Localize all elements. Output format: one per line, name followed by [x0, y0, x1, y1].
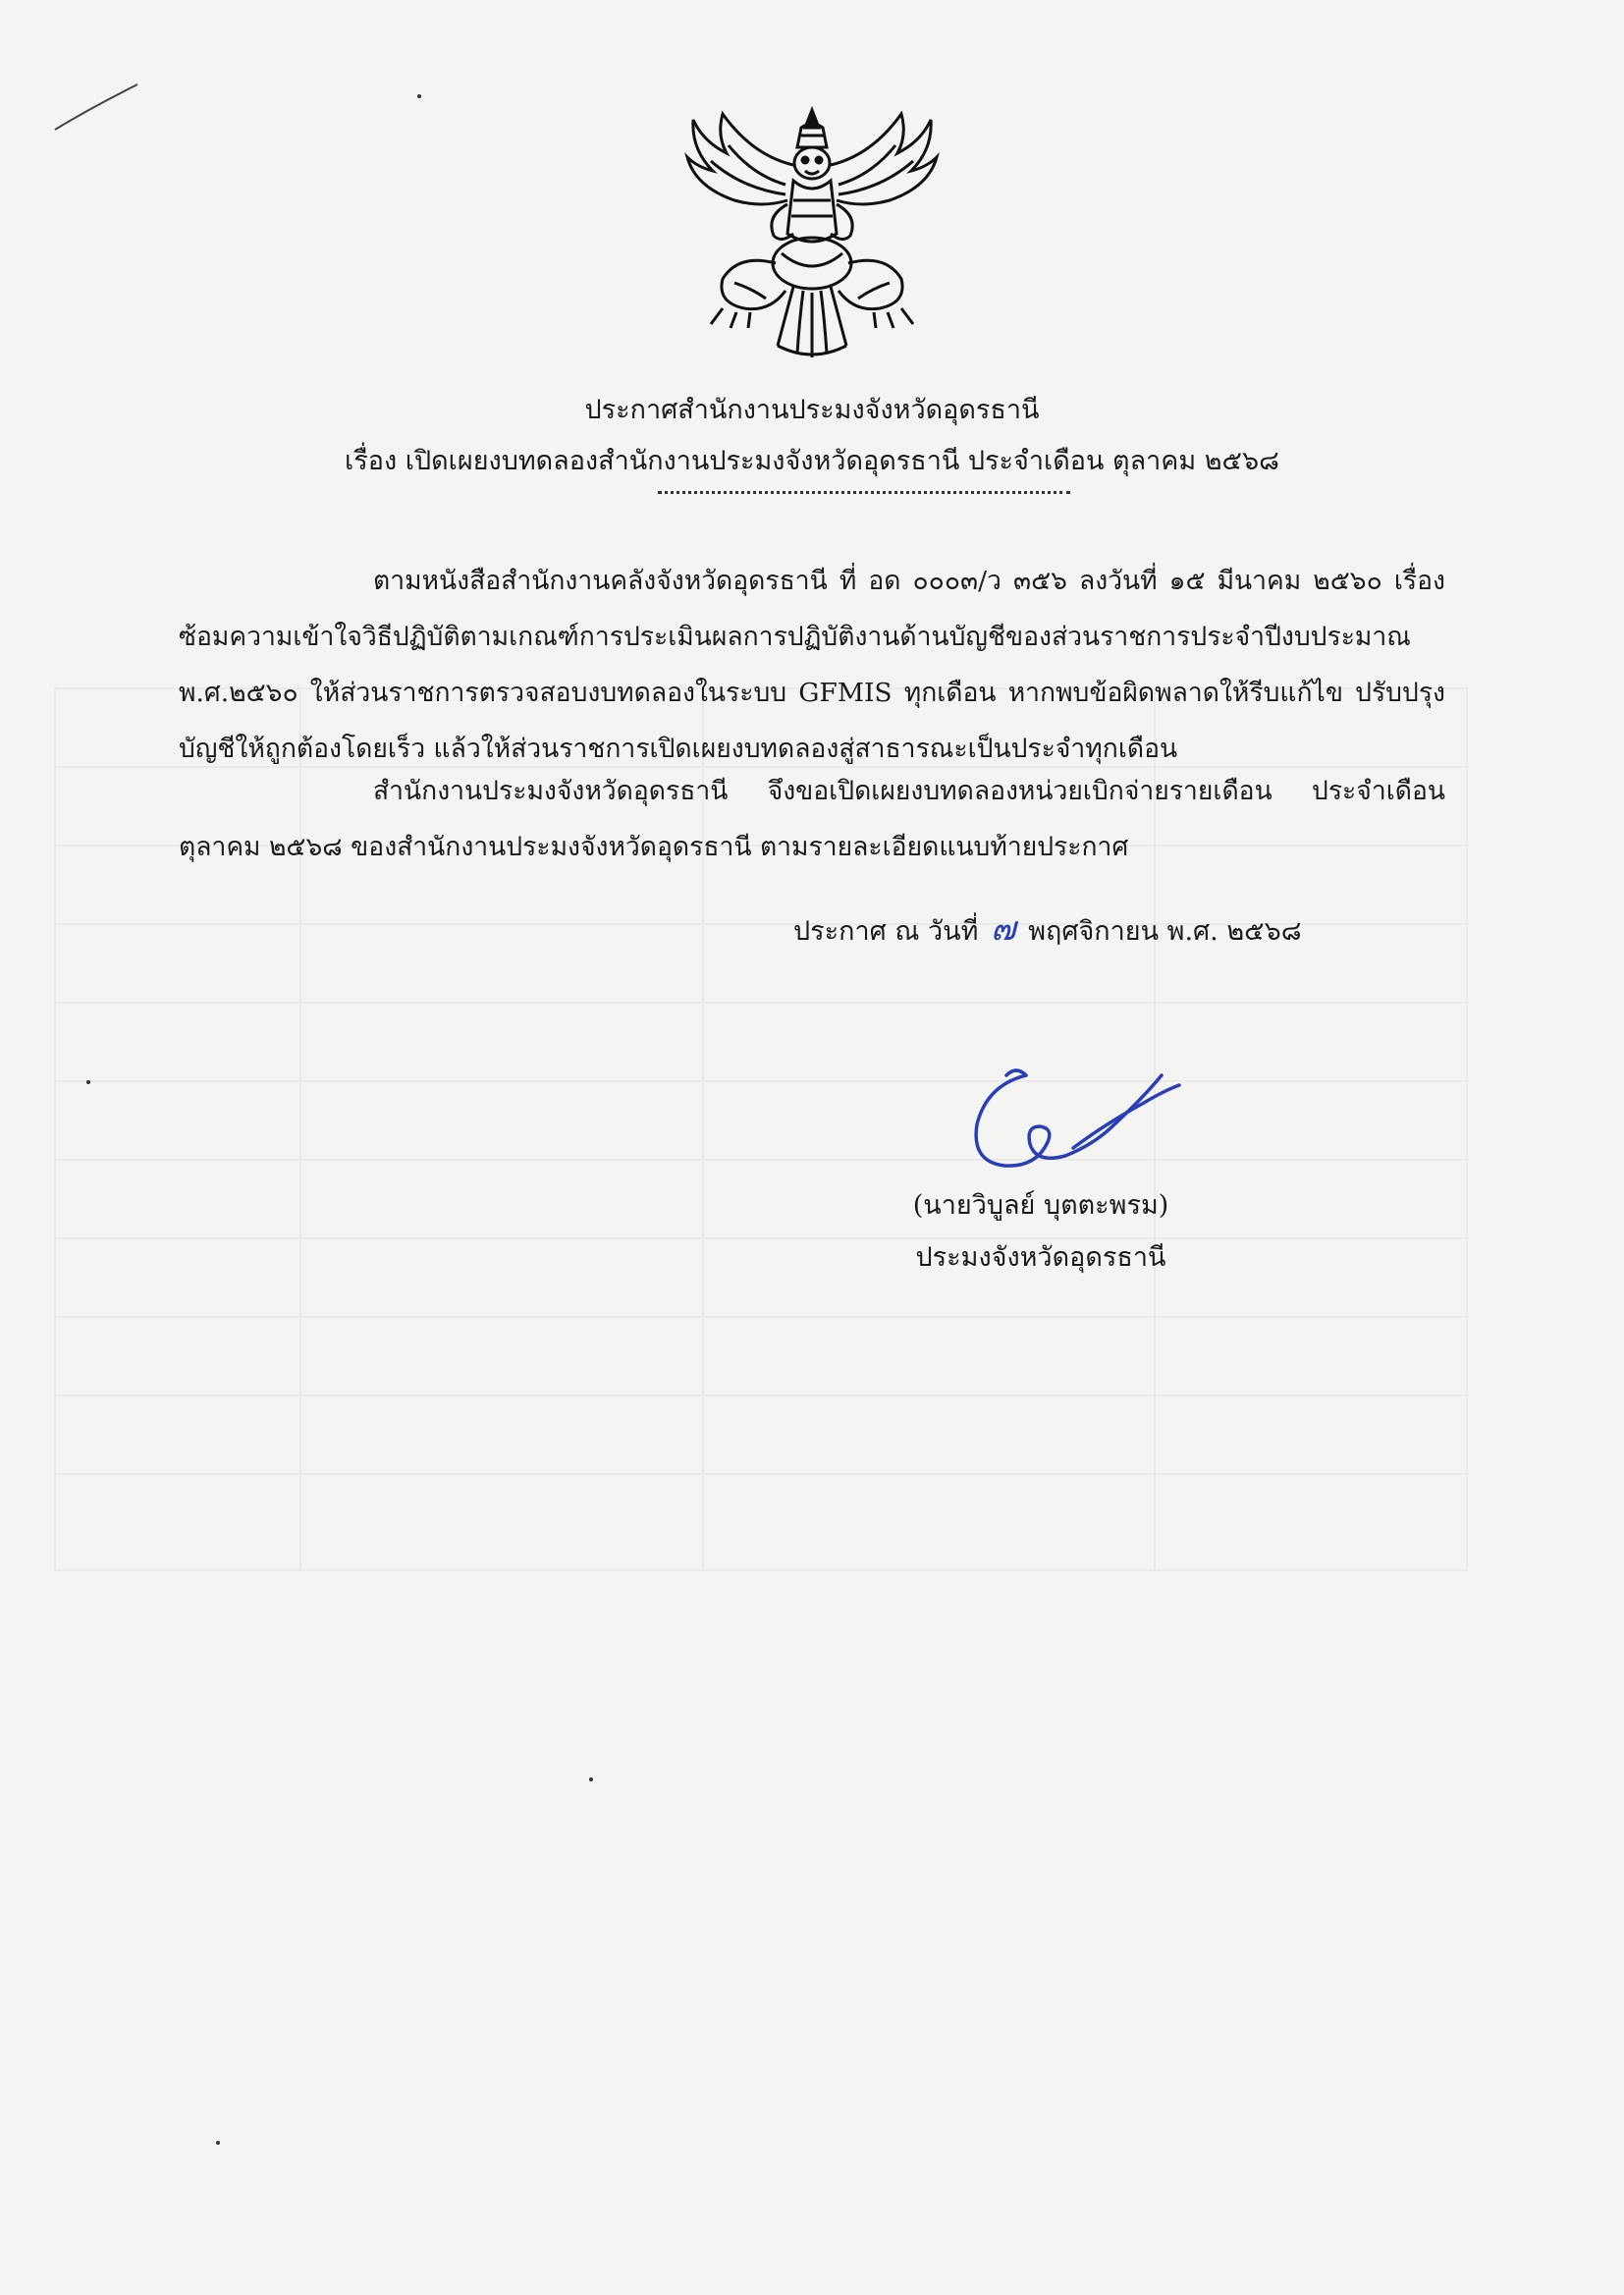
- signer-name: (นายวิบูลย์ บุตตะพรม): [912, 1190, 1169, 1221]
- body-paragraph-2: สำนักงานประมงจังหวัดอุดรธานี จึงขอเปิดเผยงบทดลองหน่วยเบิกจ่ายรายเดือน ประจำเดือน ตุลาคม ๒๕๖๘ ของสำนักงานประมงจังหวัดอุดรธานี ตามรายละเอียดแนบท้ายประกาศ: [179, 776, 1445, 862]
- body-paragraph-1: ตามหนังสือสำนักงานคลังจังหวัดอุดรธานี ที่ อด ๐๐๐๓/ว ๓๕๖ ลงวันที่ ๑๕ มีนาคม ๒๕๖๐ เรื่อง ซ้อมความเข้าใจวิธีปฏิบัติตามเกณฑ์การประเมินผลการปฏิบัติงานด้านบัญชีของส่วนราชการประจำปีงบประมาณ พ.ศ.๒๕๖๐ ให้ส่วนราชการตรวจสอบงบทดลองในระบบ GFMIS ทุกเดือน หากพบข้อผิดพลาดให้รีบแก้ไข ปรับปรุงบัญชีให้ถูกต้องโดยเร็ว แล้วให้ส่วนราชการเปิดเผยงบทดลองสู่สาธารณะเป็นประจำทุกเดือน: [179, 566, 1445, 764]
- dust-speck: [216, 2141, 220, 2145]
- handwritten-signature: [957, 1046, 1183, 1178]
- dust-speck: [86, 1080, 90, 1084]
- date-suffix: พฤศจิกายน พ.ศ. ๒๕๖๘: [1028, 916, 1302, 947]
- dotted-separator: [658, 491, 1070, 494]
- pen-mark: [51, 79, 149, 137]
- announcement-date: [793, 902, 1302, 955]
- dust-speck: [589, 1777, 593, 1781]
- handwritten-day: ๗: [991, 909, 1016, 949]
- garuda-emblem-icon: [683, 106, 941, 359]
- dust-speck: [417, 94, 421, 98]
- signer-position: ประมงจังหวัดอุดรธานี: [915, 1242, 1166, 1273]
- announcement-subject: เรื่อง เปิดเผยงบทดลองสำนักงานประมงจังหวัดอุดรธานี ประจำเดือน ตุลาคม ๒๕๖๘: [345, 446, 1279, 476]
- date-prefix: ประกาศ ณ วันที่: [793, 916, 979, 947]
- announcement-title: ประกาศสำนักงานประมงจังหวัดอุดรธานี: [584, 395, 1040, 425]
